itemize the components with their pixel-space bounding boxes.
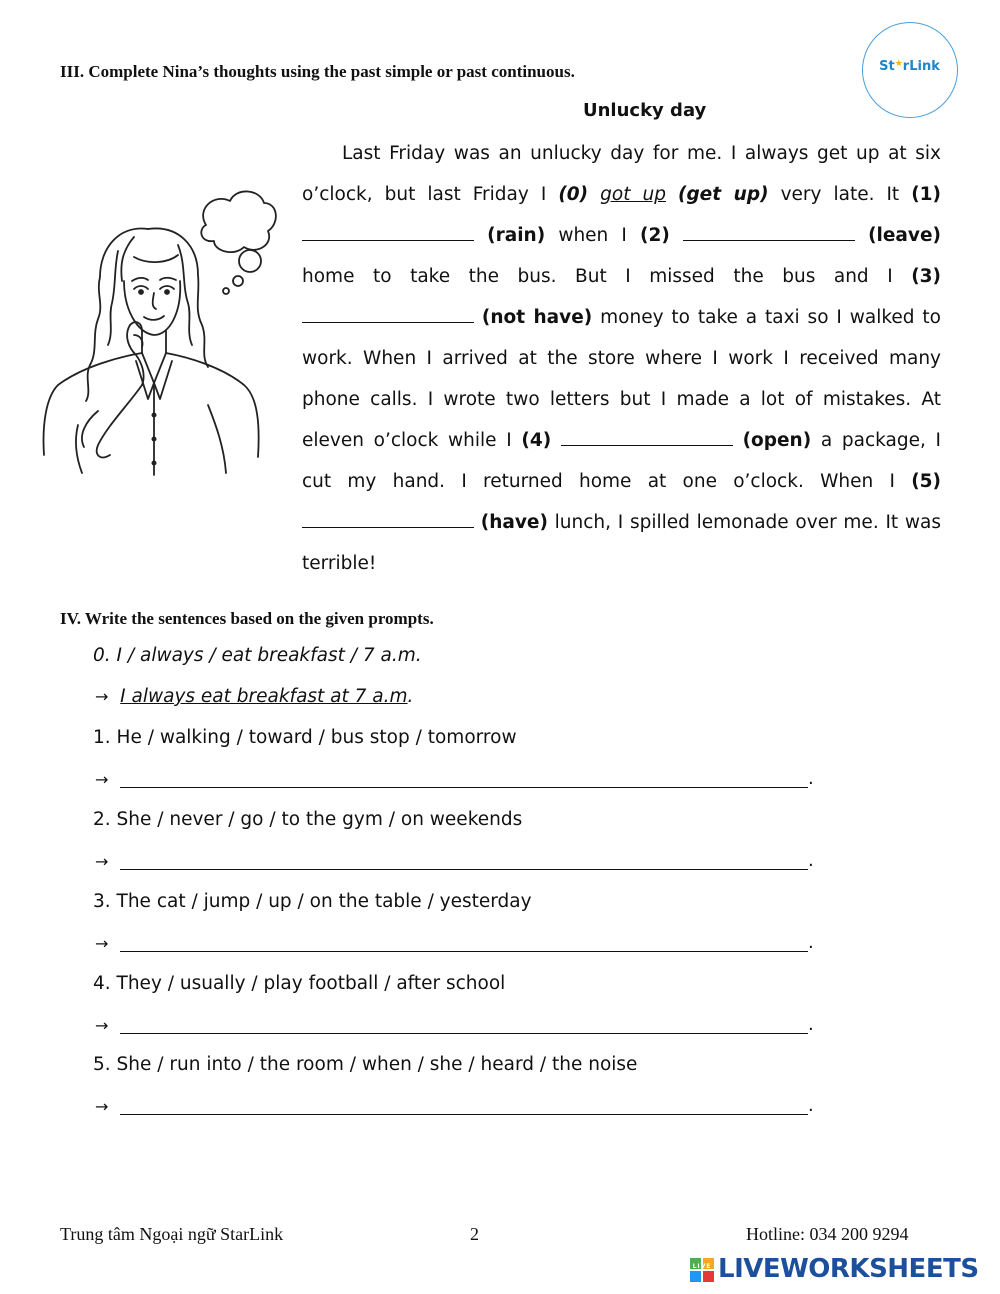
gap-5-verb: (have) bbox=[480, 512, 548, 533]
gap-1-blank[interactable] bbox=[302, 222, 474, 241]
footer-hotline: Hotline: 034 200 9294 bbox=[746, 1224, 909, 1244]
gap-0-example-answer: got up bbox=[600, 184, 666, 205]
prompt-3: 3. The cat / jump / up / on the table / yesterday bbox=[93, 891, 532, 912]
answer-line-1[interactable] bbox=[120, 786, 808, 788]
section-4-title: IV. Write the sentences based on the given prompts. bbox=[60, 609, 434, 628]
prompt-1: 1. He / walking / toward / bus stop / tomorrow bbox=[93, 727, 517, 748]
answer-line-5[interactable] bbox=[120, 1113, 808, 1115]
arrow-icon: → bbox=[95, 852, 109, 871]
logo-star-icon: ★ bbox=[894, 59, 903, 69]
example-arrow-icon: → bbox=[95, 687, 109, 706]
gap-1-number: (1) bbox=[911, 184, 942, 205]
gap-4-verb: (open) bbox=[742, 430, 812, 451]
arrow-icon: → bbox=[95, 1097, 109, 1116]
gap-1-verb: (rain) bbox=[487, 225, 546, 246]
starlink-logo bbox=[862, 22, 958, 118]
arrow-icon: → bbox=[95, 1016, 109, 1035]
gap-0-number: (0) bbox=[558, 184, 589, 205]
answer-line-2[interactable] bbox=[120, 868, 808, 870]
period: . bbox=[808, 850, 814, 871]
answer-line-3[interactable] bbox=[120, 950, 808, 952]
story-paragraph: Last Friday was an unlucky day for me. I always get up at six o’clock, but last Friday I (0) got up (get up) very late. It (1) (rain) when I (2) (leave) home to take the bus. But I missed the bus and I (3) (not have) money to take a taxi so I walked to work. When I arrived at the store where I work I received many phone calls. I wrote two letters but I made a lot of mistakes. At eleven o’clock while I (4) (open) a package, I cut my hand. I returned home at one o’clock. When I (5) (have) lunch, I spilled lemonade over me. It was terrible! bbox=[302, 143, 942, 574]
gap-4-blank[interactable] bbox=[561, 427, 733, 446]
prompt-5: 5. She / run into / the room / when / she / heard / the noise bbox=[93, 1054, 638, 1075]
footer-center-name: Trung tâm Ngoại ngữ StarLink bbox=[60, 1224, 284, 1244]
liveworksheets-wordmark: LIVEWORKSHEETS bbox=[718, 1254, 979, 1284]
gap-0-verb: (get up) bbox=[677, 184, 769, 205]
gap-2-number: (2) bbox=[640, 225, 670, 246]
gap-4-number: (4) bbox=[521, 430, 552, 451]
footer-page-number: 2 bbox=[470, 1224, 479, 1244]
logo-text-a: St bbox=[879, 59, 895, 74]
story-title: Unlucky day bbox=[583, 100, 707, 121]
gap-3-blank[interactable] bbox=[302, 304, 474, 323]
period: . bbox=[808, 1014, 814, 1035]
example-prompt: 0. I / always / eat breakfast / 7 a.m. bbox=[93, 645, 422, 666]
example-answer: I always eat breakfast at 7 a.m bbox=[120, 686, 408, 707]
period: . bbox=[808, 1095, 814, 1116]
gap-3-number: (3) bbox=[911, 266, 942, 287]
answer-line-4[interactable] bbox=[120, 1032, 808, 1034]
arrow-icon: → bbox=[95, 934, 109, 953]
prompt-4: 4. They / usually / play football / after school bbox=[93, 973, 506, 994]
gap-5-blank[interactable] bbox=[302, 509, 474, 528]
liveworksheets-logo-icon: LIVE bbox=[690, 1258, 714, 1282]
gap-5-number: (5) bbox=[911, 471, 941, 492]
gap-3-verb: (not have) bbox=[481, 307, 593, 328]
gap-2-blank[interactable] bbox=[683, 222, 855, 241]
prompt-2: 2. She / never / go / to the gym / on weekends bbox=[93, 809, 523, 830]
nina-thinking-illustration bbox=[38, 185, 278, 480]
gap-2-verb: (leave) bbox=[868, 225, 941, 246]
period: . bbox=[808, 768, 814, 789]
period: . bbox=[808, 932, 814, 953]
arrow-icon: → bbox=[95, 770, 109, 789]
section-3-title: III. Complete Nina’s thoughts using the past simple or past continuous. bbox=[60, 62, 575, 81]
logo-text-b: rLink bbox=[902, 59, 940, 74]
